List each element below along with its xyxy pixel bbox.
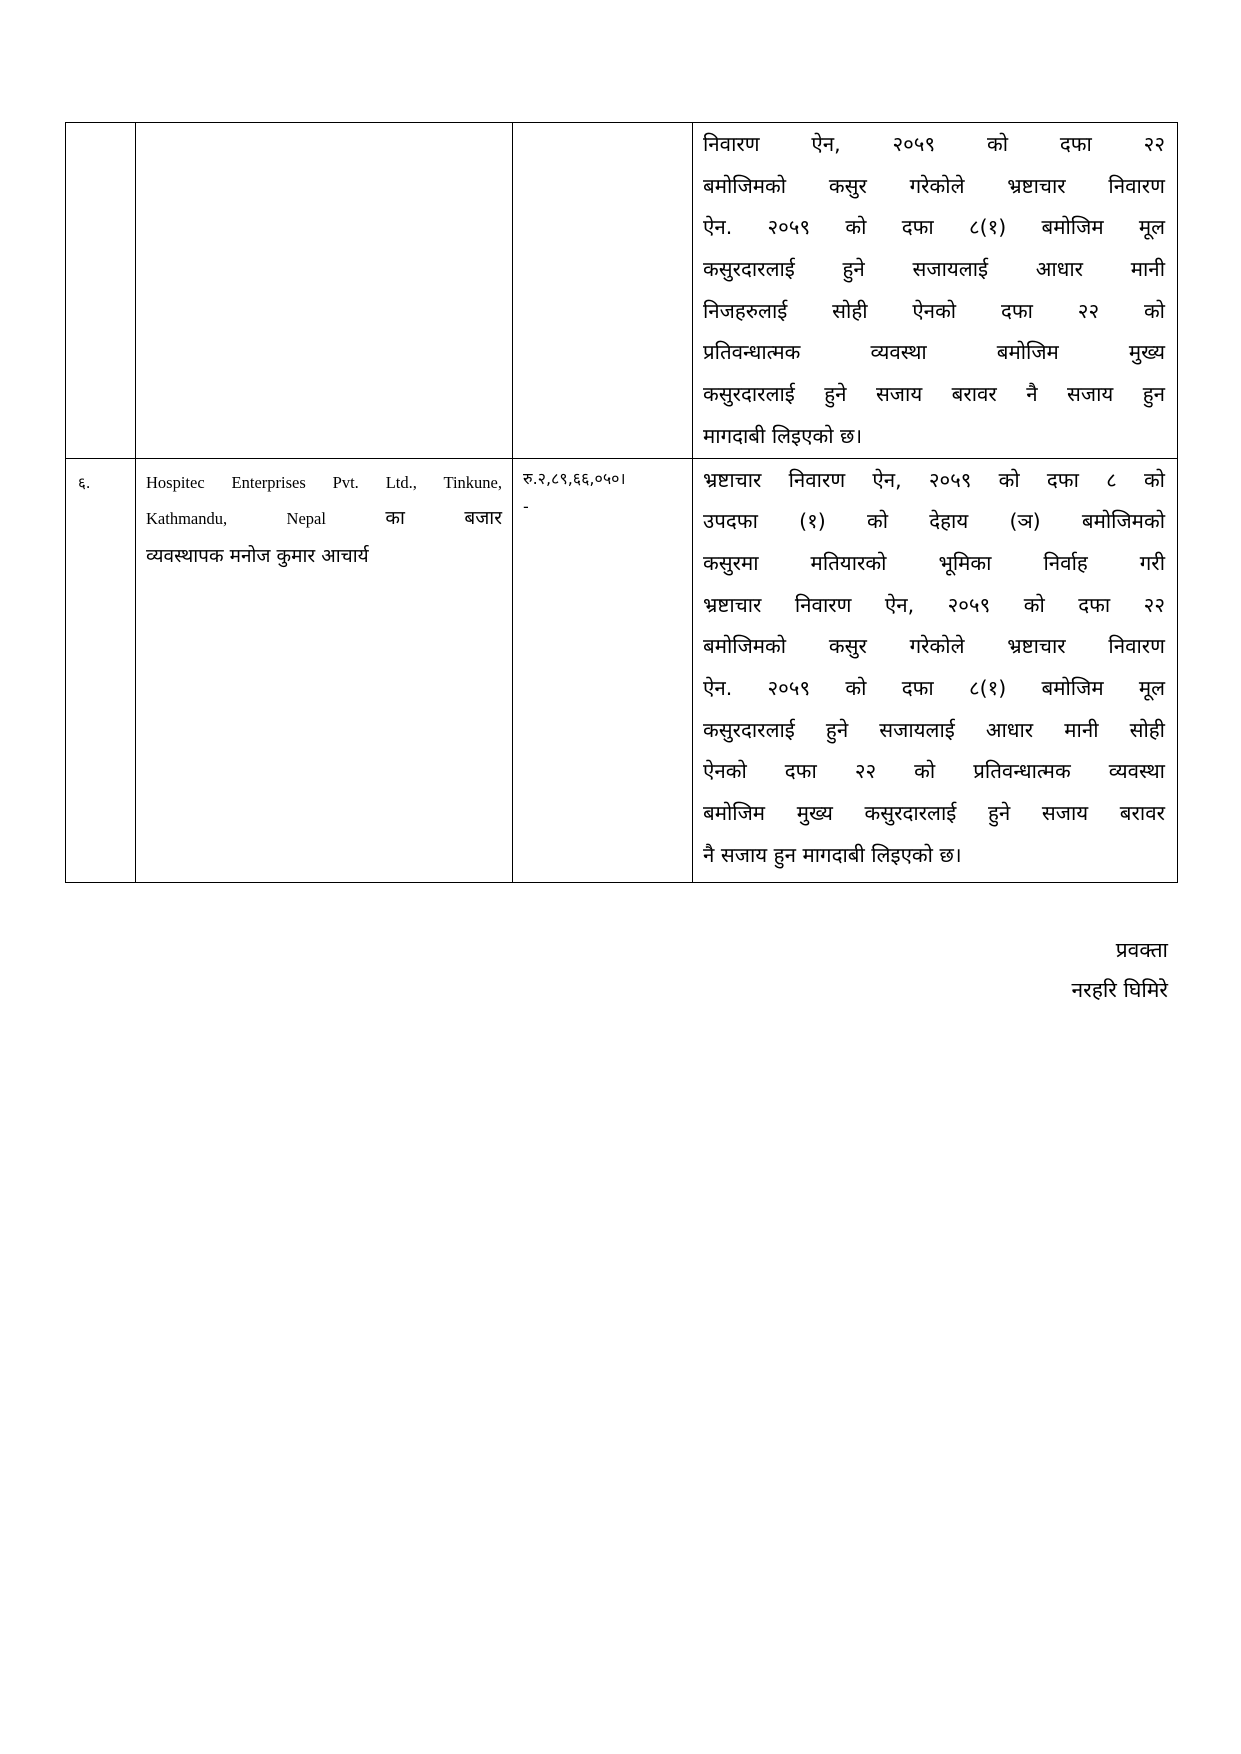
description-line: बमोजिमको कसुर गरेकोले भ्रष्टाचार निवारण <box>703 634 1165 659</box>
description-line: निजहरुलाई सोही ऐनको दफा २२ को <box>703 298 1165 323</box>
country-text: Nepal <box>286 508 326 528</box>
description-line: कसुरदारलाई हुने सजायलाई आधार मानी <box>703 257 1165 282</box>
description-line: उपदफा (१) को देहाय (ञ) बमोजिमको <box>703 509 1165 534</box>
description-line: ऐन. २०५९ को दफा ८(१) बमोजिम मूल <box>703 215 1165 240</box>
case-table <box>65 122 1178 883</box>
table-row <box>66 123 1178 459</box>
table-row <box>66 458 1178 882</box>
serial-cell <box>66 123 136 459</box>
signature-block <box>1071 930 1168 1010</box>
defendant-name-cell <box>136 123 513 459</box>
claim-amount-cell <box>513 458 693 882</box>
claim-amount-dash: - <box>523 496 529 516</box>
description-line: मागदाबी लिइएको छ। <box>703 423 863 448</box>
possessive-text: का <box>385 506 405 529</box>
claim-amount: रु.२,८९,६६,०५०। <box>523 468 626 488</box>
charge-description-cell <box>693 123 1178 459</box>
company-address-line <box>146 500 502 537</box>
person-name-line: व्यवस्थापक मनोज कुमार आचार्य <box>146 544 369 567</box>
market-text: बजार <box>464 506 502 529</box>
signatory-name: नरहरि घिमिरे <box>1071 978 1168 1002</box>
description-line: बमोजिम मुख्य कसुरदारलाई हुने सजाय बरावर <box>703 801 1165 825</box>
city-text: Kathmandu, <box>146 508 228 528</box>
claim-amount-cell <box>513 123 693 459</box>
description-line: कसुरमा मतियारको भूमिका निर्वाह गरी <box>703 550 1165 575</box>
charge-description-cell <box>693 458 1178 882</box>
description-line: भ्रष्टाचार निवारण ऐन, २०५९ को दफा २२ <box>703 592 1165 617</box>
signatory-title: प्रवक्ता <box>1115 938 1168 962</box>
description-line: ऐन. २०५९ को दफा ८(१) बमोजिम मूल <box>703 675 1165 700</box>
description-line: निवारण ऐन, २०५९ को दफा २२ <box>703 132 1165 156</box>
description-line: ऐनको दफा २२ को प्रतिवन्धात्मक व्यवस्था <box>703 759 1165 784</box>
serial-cell: ६. <box>66 458 136 882</box>
description-line: प्रतिवन्धात्मक व्यवस्था बमोजिम मुख्य <box>703 340 1165 365</box>
defendant-name-cell <box>136 458 513 882</box>
description-line: नै सजाय हुन मागदाबी लिइएको छ। <box>703 842 962 867</box>
description-line: कसुरदारलाई हुने सजाय बरावर नै सजाय हुन <box>703 382 1165 407</box>
description-line: कसुरदारलाई हुने सजायलाई आधार मानी सोही <box>703 717 1165 742</box>
description-line: भ्रष्टाचार निवारण ऐन, २०५९ को दफा ८ को <box>703 467 1165 492</box>
company-name-line: Hospitec Enterprises Pvt. Ltd., Tinkune, <box>146 472 502 492</box>
description-line: बमोजिमको कसुर गरेकोले भ्रष्टाचार निवारण <box>703 173 1165 198</box>
